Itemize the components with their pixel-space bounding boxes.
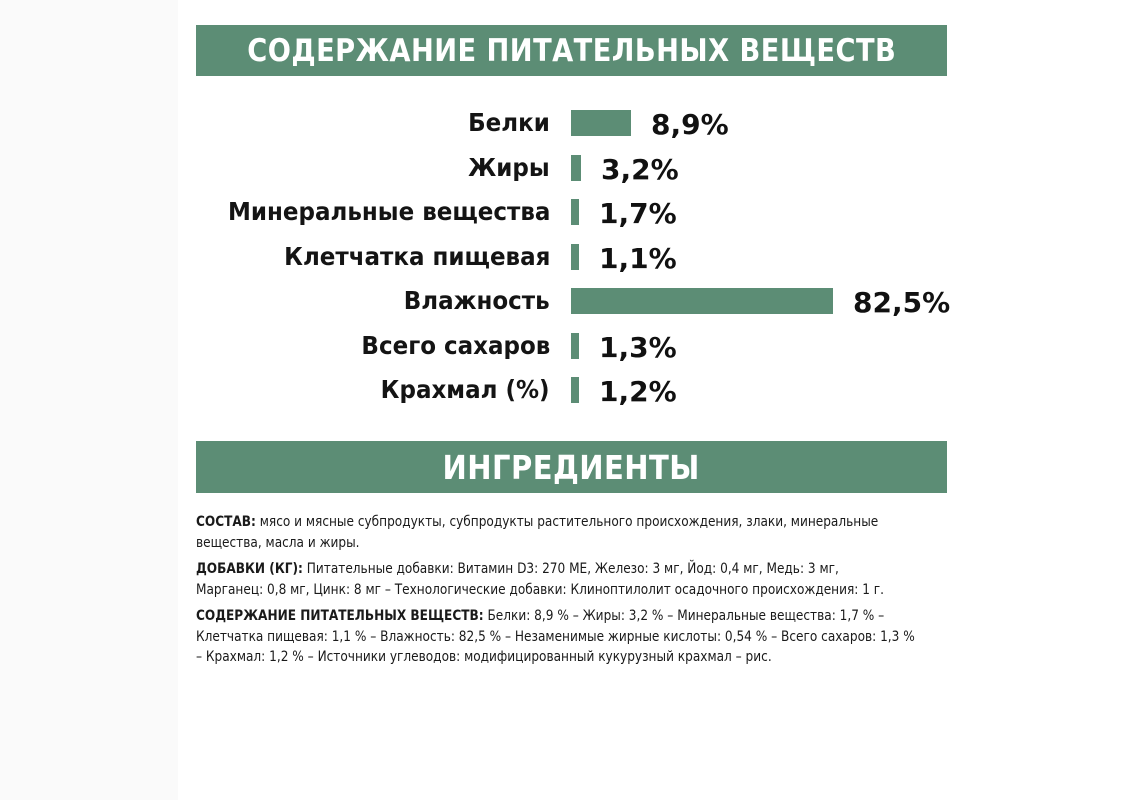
category-label-text: Крахмал (%) — [381, 375, 550, 404]
additives-text: Питательные добавки: Витамин D3: 270 МЕ, Железо: 3 мг, Йод: 0,4 мг, Медь: 3 мг, Марганец: 0,8 мг, Цинк: 8 мг – Технологические добавки: Клиноптилолит осадочного происхождения: 1 г. — [196, 561, 885, 598]
bar — [571, 199, 579, 225]
bar — [571, 333, 579, 359]
category-label-text: Влажность — [404, 286, 550, 315]
value-label: 1,7% — [599, 197, 677, 230]
additives-label: ДОБАВКИ (КГ): — [196, 561, 303, 577]
composition-paragraph — [196, 512, 889, 553]
nutrients-banner — [196, 25, 947, 76]
bar — [571, 110, 631, 136]
category-label-text: Клетчатка пищевая — [283, 241, 550, 271]
ingredients-banner — [196, 441, 947, 493]
background-band — [0, 0, 178, 800]
category-label-text: Всего сахаров — [361, 330, 550, 360]
nutrients-banner-title: СОДЕРЖАНИЕ ПИТАТЕЛЬНЫХ ВЕЩЕСТВ — [247, 32, 896, 69]
value-label: 3,2% — [601, 152, 679, 186]
composition-label: СОСТАВ: — [196, 514, 256, 530]
bar — [571, 155, 581, 181]
category-label — [345, 331, 550, 361]
category-label — [461, 108, 550, 138]
value-label: 1,1% — [599, 241, 677, 275]
category-label — [366, 375, 550, 405]
bar — [571, 288, 833, 314]
nutrients-label: СОДЕРЖАНИЕ ПИТАТЕЛЬНЫХ ВЕЩЕСТВ: — [196, 608, 484, 624]
bar — [571, 244, 579, 270]
ingredients-text-block — [196, 512, 946, 674]
value-label: 8,9% — [651, 108, 729, 141]
category-label — [391, 286, 550, 316]
category-label-text: Минеральные вещества — [227, 197, 550, 226]
category-label — [261, 242, 550, 272]
category-label — [461, 153, 550, 183]
value-label: 1,2% — [599, 375, 677, 408]
value-label: 82,5% — [853, 286, 951, 319]
value-label: 1,3% — [599, 330, 677, 364]
bar — [571, 377, 579, 403]
category-label — [200, 197, 550, 227]
nutrients-text: Белки: 8,9 % – Жиры: 3,2 % – Минеральные вещества: 1,7 % – Клетчатка пищевая: 1,1 % – Влажность: 82,5 % – Незаменимые жирные кислоты: 0,54 % – Всего сахаров: 1,3 % – Крахмал: 1,2 % – Источники углеводов: модифицированный кукурузный крахмал – рис. — [196, 608, 915, 665]
category-label-text: Жиры — [468, 152, 550, 182]
additives-paragraph — [196, 559, 889, 600]
nutrients-paragraph — [196, 606, 917, 668]
category-label-text: Белки — [468, 108, 550, 137]
ingredients-banner-title: ИНГРЕДИЕНТЫ — [442, 447, 701, 487]
composition-text: мясо и мясные субпродукты, субпродукты растительного происхождения, злаки, минеральные вещества, масла и жиры. — [196, 514, 879, 551]
